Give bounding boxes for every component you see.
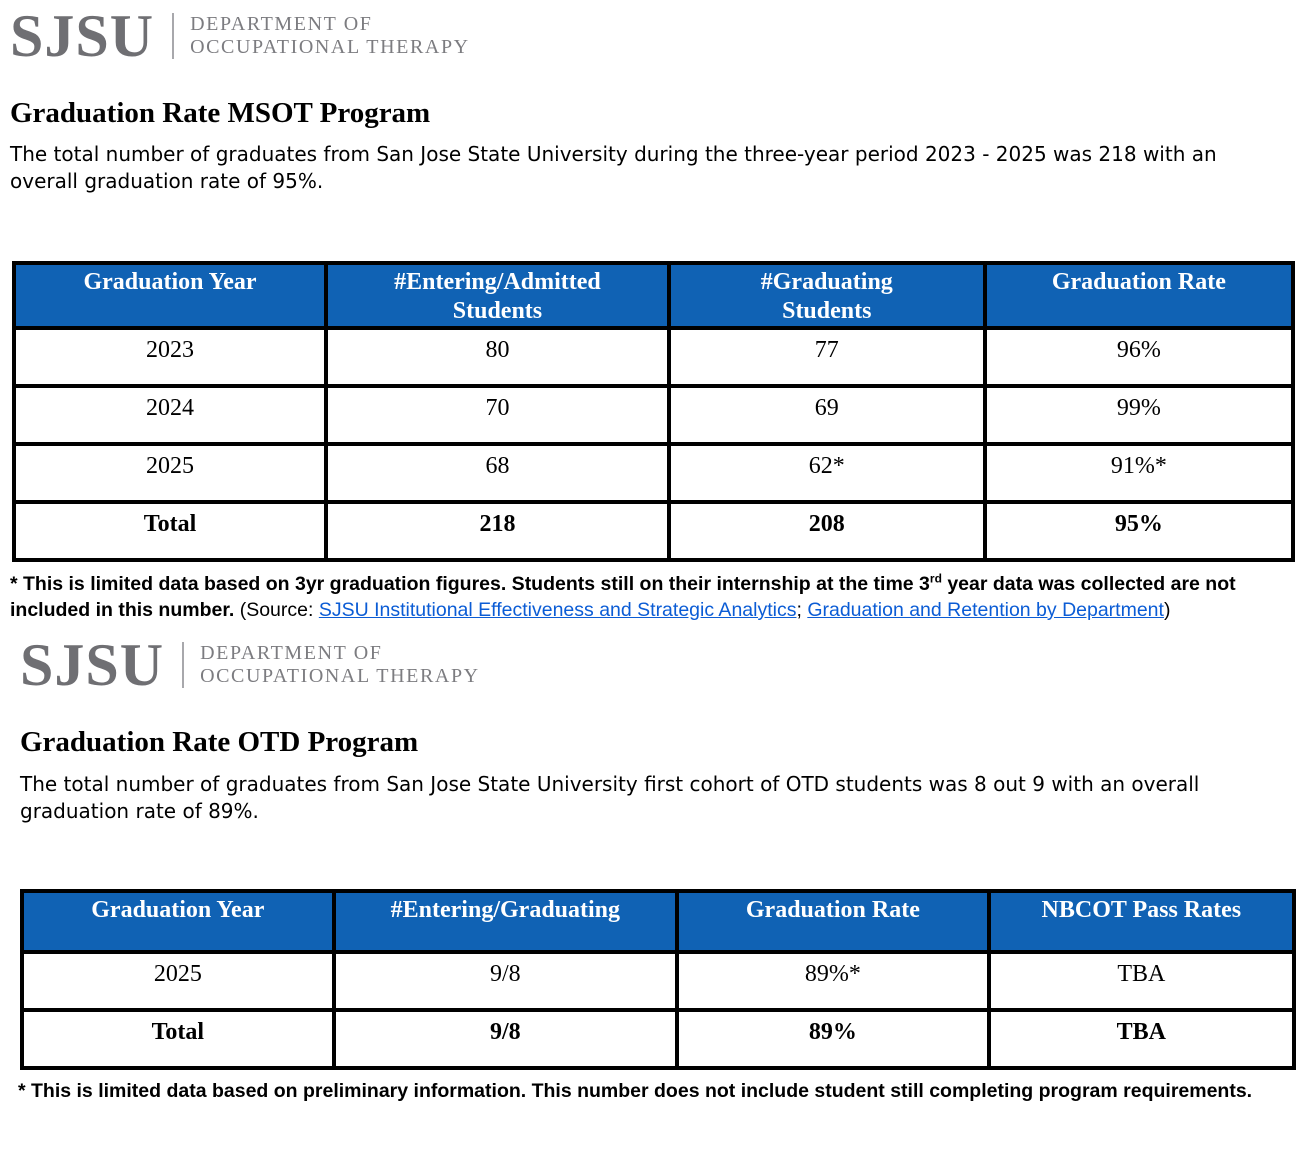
- cell-total-label: Total: [14, 502, 326, 560]
- cell-total-entering-graduating: 9/8: [334, 1010, 677, 1068]
- logo-divider: [182, 642, 184, 688]
- msot-row-total: [14, 502, 1293, 560]
- otd-header-graduation-rate: Graduation Rate: [677, 891, 989, 952]
- otd-header-nbcot-pass-rates: NBCOT Pass Rates: [989, 891, 1294, 952]
- otd-footnote: * This is limited data based on preliminary information. This number does not include student still completing program requirements.: [18, 1080, 1253, 1102]
- sjsu-wordmark: SJSU: [10, 3, 155, 69]
- cell-total-nbcot: TBA: [989, 1010, 1294, 1068]
- cell-graduating: 69: [669, 386, 985, 444]
- otd-title: Graduation Rate OTD Program: [20, 726, 419, 758]
- cell-total-rate: 95%: [985, 502, 1293, 560]
- msot-header-graduation-year: Graduation Year: [14, 263, 326, 328]
- cell-year: 2025: [14, 444, 326, 502]
- msot-header-row: [14, 263, 1293, 328]
- cell-graduating: 77: [669, 328, 985, 386]
- cell-year: 2023: [14, 328, 326, 386]
- msot-footnote: [10, 571, 1290, 623]
- msot-row-2025: [14, 444, 1293, 502]
- otd-intro-paragraph: The total number of graduates from San Jose State University first cohort of OTD students was 8 out 9 with an overall graduation rate of 89%.: [20, 772, 1200, 823]
- msot-footnote-bold-text: * This is limited data based on 3yr graduation figures. Students still on their internship at the time 3rd year data was collected are not included in this number.: [10, 571, 1236, 621]
- logo-dept-line2: OCCUPATIONAL THERAPY: [200, 665, 480, 687]
- cell-total-graduating: 208: [669, 502, 985, 560]
- closing-paren: ): [1163, 599, 1171, 621]
- link-sjsu-institutional-analytics[interactable]: SJSU Institutional Effectiveness and Strategic Analytics: [318, 599, 797, 621]
- sjsu-logo: [10, 3, 1306, 69]
- cell-entering: 68: [326, 444, 669, 502]
- cell-total-rate: 89%: [677, 1010, 989, 1068]
- msot-row-2023: [14, 328, 1293, 386]
- logo-department-text: [190, 13, 470, 59]
- cell-entering: 80: [326, 328, 669, 386]
- msot-header-entering-admitted: #Entering/Admitted Students: [326, 263, 669, 328]
- cell-rate: 89%*: [677, 952, 989, 1010]
- otd-row-total: [22, 1010, 1294, 1068]
- otd-header-graduation-year: Graduation Year: [22, 891, 334, 952]
- msot-header-graduating: #Graduating Students: [669, 263, 985, 328]
- logo-divider: [172, 13, 174, 59]
- cell-rate: 96%: [985, 328, 1293, 386]
- msot-title: Graduation Rate MSOT Program: [10, 97, 431, 129]
- link-separator: ;: [796, 599, 808, 621]
- cell-total-label: Total: [22, 1010, 334, 1068]
- msot-row-2024: [14, 386, 1293, 444]
- cell-entering: 70: [326, 386, 669, 444]
- logo-dept-line1: DEPARTMENT OF: [190, 13, 373, 35]
- cell-year: 2024: [14, 386, 326, 444]
- cell-graduating: 62*: [669, 444, 985, 502]
- logo-department-text: [200, 642, 480, 688]
- source-prefix: (Source:: [234, 599, 319, 621]
- link-graduation-retention-by-department[interactable]: Graduation and Retention by Department: [807, 599, 1164, 621]
- sjsu-logo-otd: [20, 632, 1306, 698]
- otd-header-entering-graduating: #Entering/Graduating: [334, 891, 677, 952]
- msot-header-graduation-rate: Graduation Rate: [985, 263, 1293, 328]
- logo-dept-line2: OCCUPATIONAL THERAPY: [190, 36, 470, 58]
- cell-total-entering: 218: [326, 502, 669, 560]
- superscript-rd: rd: [929, 571, 942, 586]
- cell-rate: 91%*: [985, 444, 1293, 502]
- cell-rate: 99%: [985, 386, 1293, 444]
- msot-intro-paragraph: The total number of graduates from San Jose State University during the three-year period 2023 - 2025 was 218 with an overall graduation rate of 95%.: [10, 142, 1217, 193]
- cell-year: 2025: [22, 952, 334, 1010]
- msot-table: [12, 261, 1295, 562]
- sjsu-wordmark: SJSU: [20, 632, 165, 698]
- otd-row-2025: [22, 952, 1294, 1010]
- cell-nbcot: TBA: [989, 952, 1294, 1010]
- otd-header-row: [22, 891, 1294, 952]
- logo-dept-line1: DEPARTMENT OF: [200, 642, 383, 664]
- otd-table: [20, 889, 1296, 1070]
- cell-entering-graduating: 9/8: [334, 952, 677, 1010]
